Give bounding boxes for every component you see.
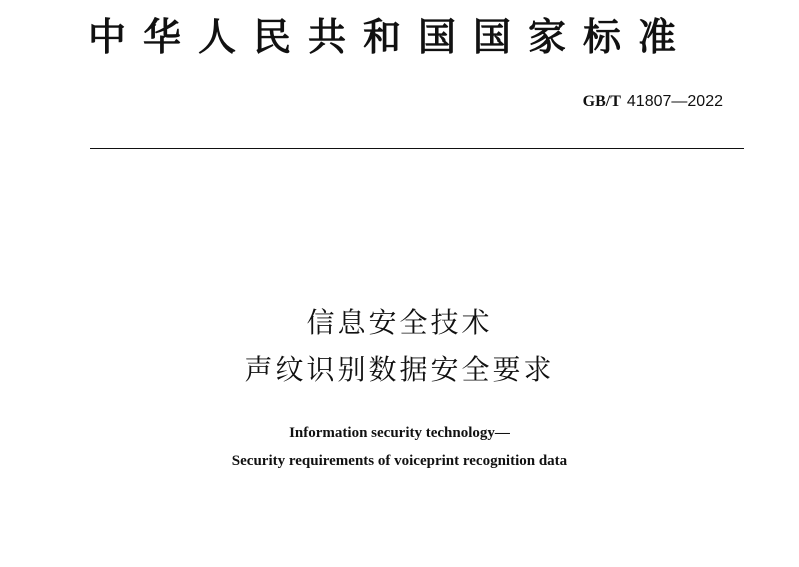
title-en-line1: Information security technology— [289, 425, 510, 441]
national-standard-header: 中华人民共和国国家标准 [88, 14, 694, 59]
title-cn-line1: 信息安全技术 [306, 306, 493, 339]
header-divider [90, 148, 744, 149]
title-en-line2: Security requirements of voiceprint recognition data [231, 453, 568, 469]
standard-code: 41807—2022 [626, 93, 723, 110]
standard-number [583, 92, 723, 112]
title-cn-line2: 声纹识别数据安全要求 [244, 353, 555, 386]
standard-prefix: GB/T [582, 93, 621, 110]
